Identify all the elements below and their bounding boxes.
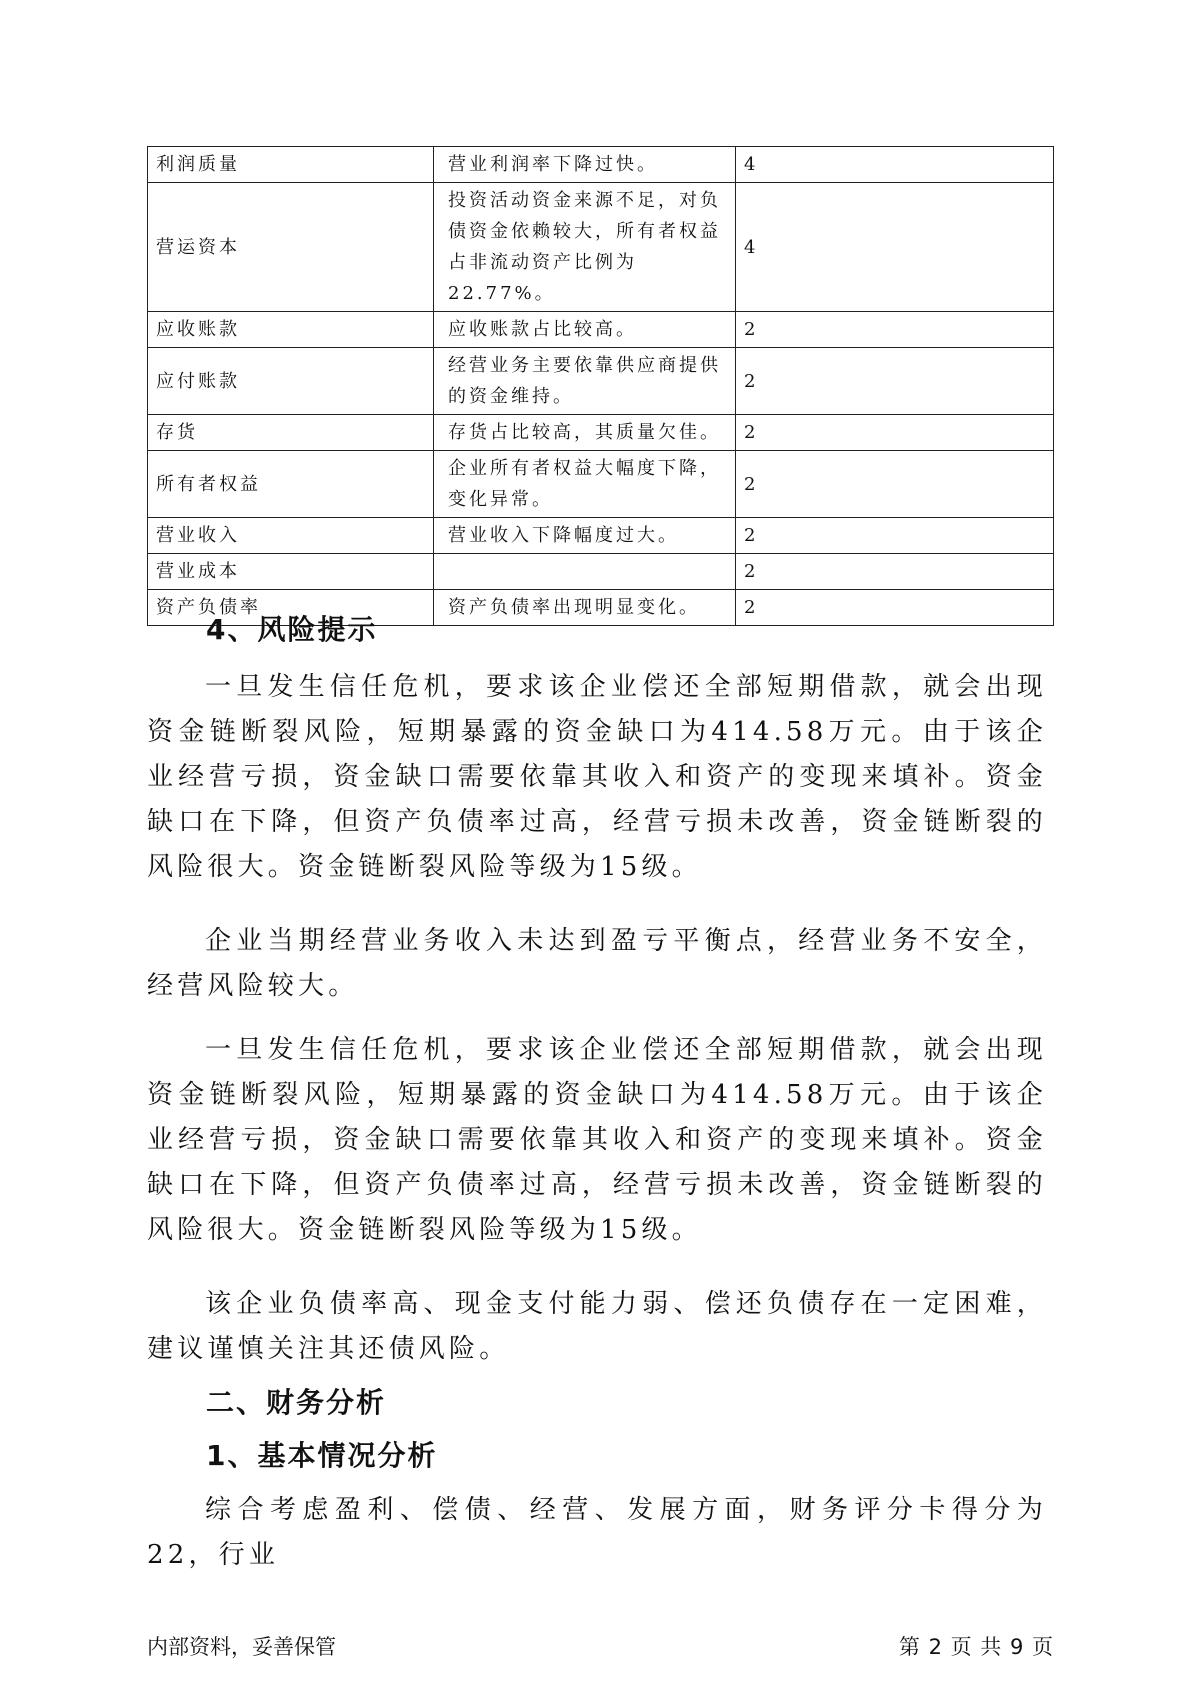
table-cell-desc: 应收账款占比较高。	[434, 312, 736, 348]
table-cell-score: 4	[736, 147, 1054, 183]
risk-table	[147, 146, 1054, 626]
sub-heading-basic-analysis: 1、基本情况分析	[206, 1439, 438, 1472]
table-cell-score: 4	[736, 183, 1054, 312]
table-row	[148, 451, 1054, 518]
section-heading-finance: 二、财务分析	[206, 1386, 387, 1419]
table-cell-score: 2	[736, 312, 1054, 348]
risk-paragraph-4: 该企业负债率高、现金支付能力弱、偿还负债存在一定困难，建议谨慎关注其还债风险。	[147, 1289, 1047, 1364]
table-cell-item: 所有者权益	[148, 451, 434, 518]
table-cell-desc: 营业利润率下降过快。	[434, 147, 736, 183]
table-cell-score: 2	[736, 451, 1054, 518]
risk-paragraph-1: 一旦发生信任危机，要求该企业偿还全部短期借款，就会出现资金链断裂风险，短期暴露的资金缺口为414.58万元。由于该企业经营亏损，资金缺口需要依靠其收入和资产的变现来填补。资金缺口在下降，但资产负债率过高，经营亏损未改善，资金链断裂的风险很大。资金链断裂风险等级为15级。	[147, 672, 1047, 882]
footer-confidential-note: 内部资料，妥善保管	[147, 1635, 336, 1659]
table-cell-desc: 资产负债率出现明显变化。	[434, 590, 736, 626]
risk-table-body	[148, 147, 1054, 626]
finance-paragraph: 综合考虑盈利、偿债、经营、发展方面，财务评分卡得分为22，行业	[147, 1495, 1047, 1570]
table-cell-desc: 存货占比较高，其质量欠佳。	[434, 415, 736, 451]
table-cell-item: 利润质量	[148, 147, 434, 183]
table-cell-desc	[434, 554, 736, 590]
table-cell-score: 2	[736, 590, 1054, 626]
footer-page-number: 第 2 页 共 9 页	[898, 1635, 1054, 1659]
table-cell-desc: 营业收入下降幅度过大。	[434, 518, 736, 554]
table-cell-score: 2	[736, 518, 1054, 554]
table-row	[148, 518, 1054, 554]
table-row	[148, 147, 1054, 183]
table-row	[148, 183, 1054, 312]
table-cell-desc: 经营业务主要依靠供应商提供的资金维持。	[434, 348, 736, 415]
table-cell-desc: 企业所有者权益大幅度下降，变化异常。	[434, 451, 736, 518]
table-cell-item: 存货	[148, 415, 434, 451]
table-row	[148, 554, 1054, 590]
table-cell-item: 营业收入	[148, 518, 434, 554]
table-cell-item: 应付账款	[148, 348, 434, 415]
table-cell-item: 资产负债率	[148, 590, 434, 626]
table-cell-score: 2	[736, 348, 1054, 415]
table-cell-desc: 投资活动资金来源不足，对负债资金依赖较大，所有者权益占非流动资产比例为22.77%。	[434, 183, 736, 312]
table-cell-score: 2	[736, 415, 1054, 451]
table-cell-item: 营业成本	[148, 554, 434, 590]
table-row	[148, 415, 1054, 451]
table-row	[148, 348, 1054, 415]
table-cell-item: 应收账款	[148, 312, 434, 348]
risk-paragraph-2: 企业当期经营业务收入未达到盈亏平衡点，经营业务不安全，经营风险较大。	[147, 926, 1047, 1001]
section-heading-risk: 4、风险提示	[206, 613, 378, 646]
table-cell-score: 2	[736, 554, 1054, 590]
table-row	[148, 312, 1054, 348]
risk-paragraph-3: 一旦发生信任危机，要求该企业偿还全部短期借款，就会出现资金链断裂风险，短期暴露的资金缺口为414.58万元。由于该企业经营亏损，资金缺口需要依靠其收入和资产的变现来填补。资金缺口在下降，但资产负债率过高，经营亏损未改善，资金链断裂的风险很大。资金链断裂风险等级为15级。	[147, 1035, 1047, 1245]
table-cell-item: 营运资本	[148, 183, 434, 312]
